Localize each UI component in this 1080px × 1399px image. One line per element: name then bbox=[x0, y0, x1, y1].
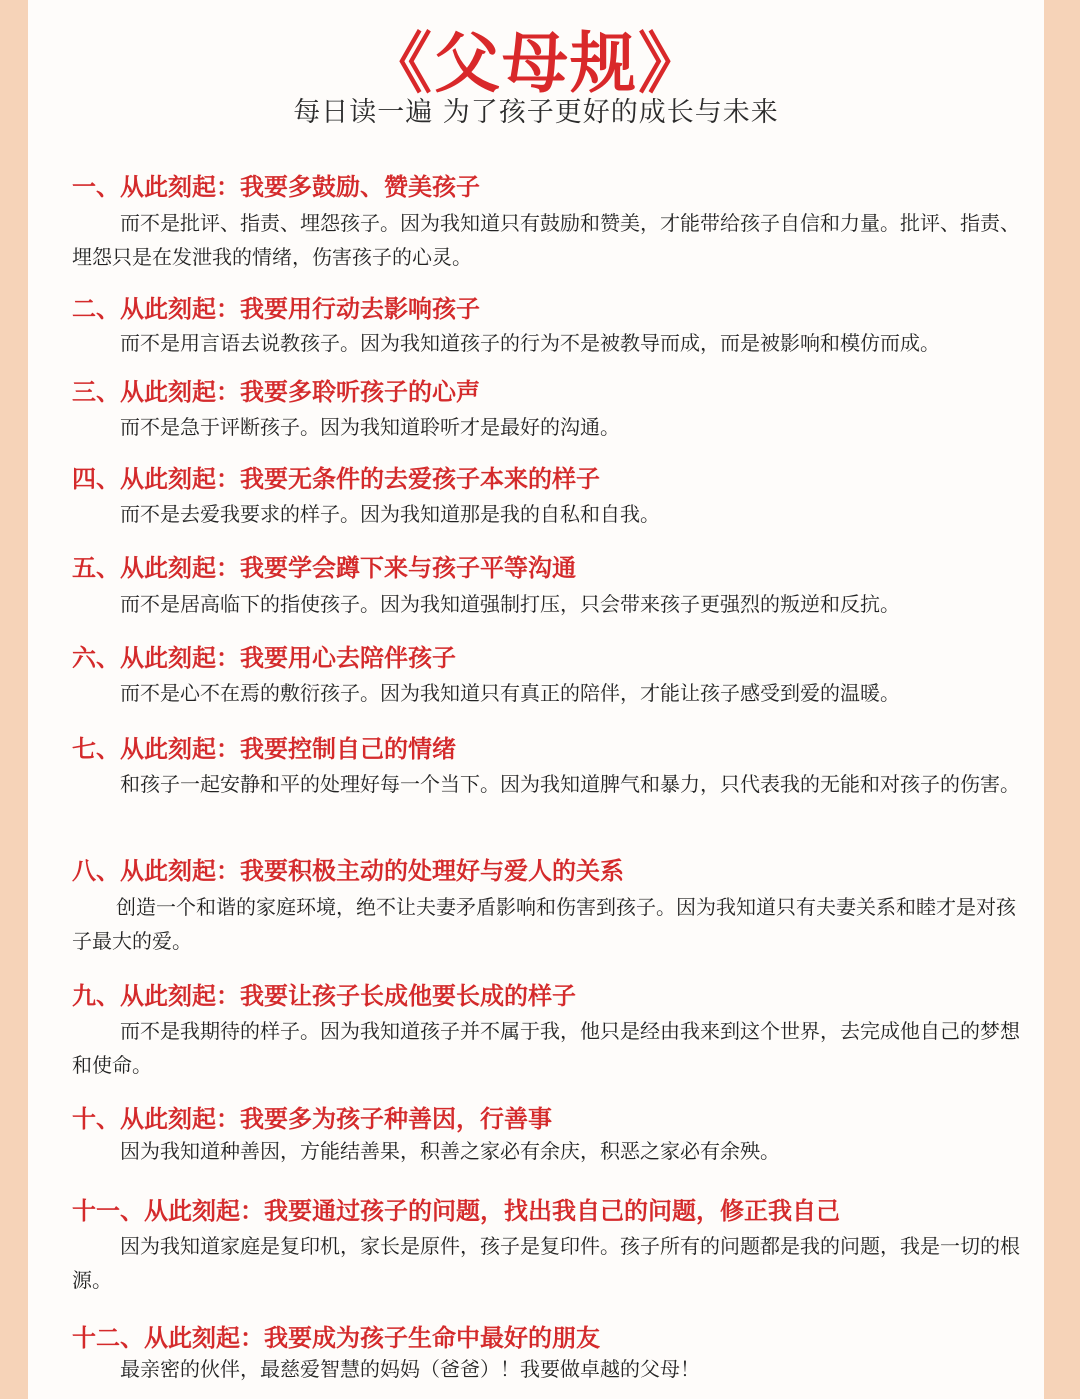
section-heading-6: 六、从此刻起：我要用心去陪伴孩子 bbox=[72, 644, 456, 672]
section-text-8: 创造一个和谐的家庭环境，绝不让夫妻矛盾影响和伤害到孩子。因为我知道只有夫妻关系和睦才是对孩子最大的爱。 bbox=[72, 895, 1016, 953]
section-heading-1: 一、从此刻起：我要多鼓励、赞美孩子 bbox=[72, 173, 480, 201]
section-text-6: 而不是心不在焉的敷衍孩子。因为我知道只有真正的陪伴，才能让孩子感受到爱的温暖。 bbox=[120, 681, 900, 705]
section-text-1: 而不是批评、指责、埋怨孩子。因为我知道只有鼓励和赞美，才能带给孩子自信和力量。批评、指责、埋怨只是在发泄我的情绪，伤害孩子的心灵。 bbox=[72, 211, 1020, 269]
page-title: 《父母规》 bbox=[366, 25, 706, 102]
section-heading-5: 五、从此刻起：我要学会蹲下来与孩子平等沟通 bbox=[72, 554, 576, 582]
document-page bbox=[28, 0, 1044, 1399]
section-heading-2: 二、从此刻起：我要用行动去影响孩子 bbox=[72, 295, 480, 323]
section-heading-7: 七、从此刻起：我要控制自己的情绪 bbox=[72, 735, 456, 763]
section-heading-10: 十、从此刻起：我要多为孩子种善因，行善事 bbox=[72, 1105, 552, 1133]
page-subtitle: 每日读一遍 为了孩子更好的成长与未来 bbox=[293, 97, 779, 128]
section-heading-8: 八、从此刻起：我要积极主动的处理好与爱人的关系 bbox=[72, 857, 624, 885]
section-text-3: 而不是急于评断孩子。因为我知道聆听才是最好的沟通。 bbox=[120, 415, 620, 439]
section-text-12: 最亲密的伙伴，最慈爱智慧的妈妈（爸爸）！我要做卓越的父母！ bbox=[120, 1357, 700, 1381]
section-text-7: 和孩子一起安静和平的处理好每一个当下。因为我知道脾气和暴力，只代表我的无能和对孩子的伤害。 bbox=[120, 772, 1020, 796]
section-text-11: 因为我知道家庭是复印机，家长是原件，孩子是复印件。孩子所有的问题都是我的问题，我是一切的根源。 bbox=[72, 1234, 1020, 1292]
section-heading-12: 十二、从此刻起：我要成为孩子生命中最好的朋友 bbox=[72, 1324, 600, 1352]
section-heading-3: 三、从此刻起：我要多聆听孩子的心声 bbox=[72, 378, 480, 406]
section-heading-9: 九、从此刻起：我要让孩子长成他要长成的样子 bbox=[72, 982, 576, 1010]
section-text-10: 因为我知道种善因，方能结善果，积善之家必有余庆，积恶之家必有余殃。 bbox=[120, 1139, 780, 1163]
section-text-5: 而不是居高临下的指使孩子。因为我知道强制打压，只会带来孩子更强烈的叛逆和反抗。 bbox=[120, 592, 900, 616]
section-text-4: 而不是去爱我要求的样子。因为我知道那是我的自私和自我。 bbox=[120, 502, 660, 526]
section-heading-4: 四、从此刻起：我要无条件的去爱孩子本来的样子 bbox=[72, 465, 600, 493]
section-text-9: 而不是我期待的样子。因为我知道孩子并不属于我，他只是经由我来到这个世界，去完成他自己的梦想和使命。 bbox=[72, 1019, 1020, 1077]
section-text-2: 而不是用言语去说教孩子。因为我知道孩子的行为不是被教导而成，而是被影响和模仿而成。 bbox=[120, 331, 940, 355]
section-heading-11: 十一、从此刻起：我要通过孩子的问题，找出我自己的问题，修正我自己 bbox=[72, 1197, 840, 1225]
